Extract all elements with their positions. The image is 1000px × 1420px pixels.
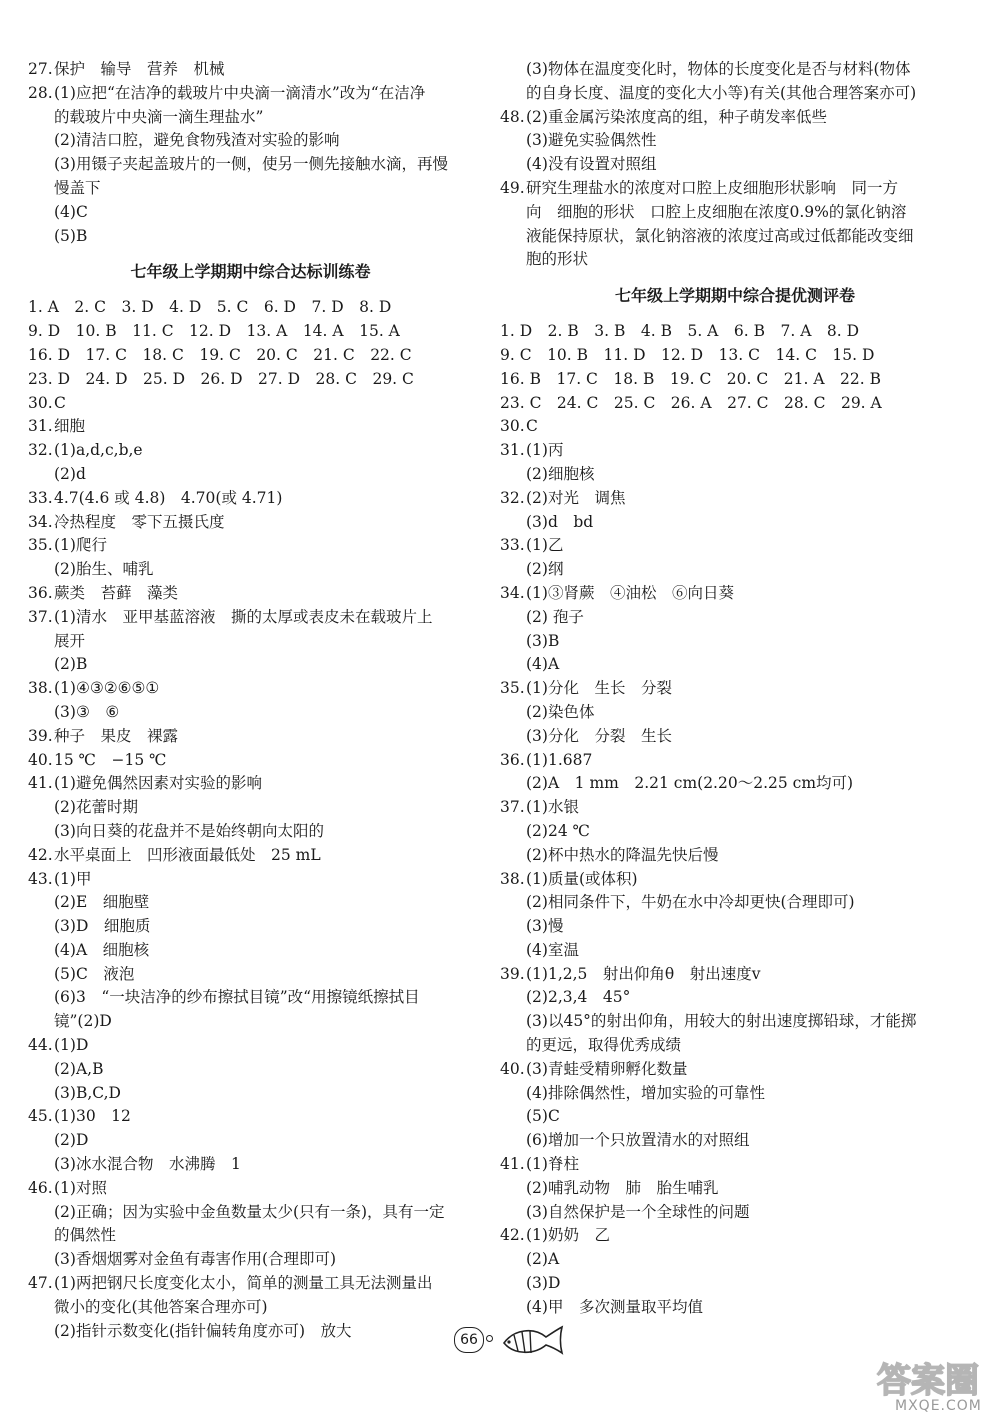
answer-line [28, 1153, 473, 1177]
answer-text: (1)奶奶 乙 [526, 1226, 610, 1245]
answer-text: (2)纲 [526, 560, 564, 579]
answer-line [500, 153, 970, 177]
question-number: 37. [500, 798, 525, 817]
page-footer [440, 1323, 590, 1363]
answer-line [500, 1129, 970, 1153]
answer-line [28, 1296, 473, 1320]
section-title: 七年级上学期期中综合达标训练卷 [130, 262, 371, 282]
answer-line [28, 58, 473, 82]
answer-line [500, 463, 970, 487]
answer-text: 的载玻片中央滴一滴生理盐水” [54, 107, 264, 126]
answer-line [28, 463, 473, 487]
answer-line [500, 558, 970, 582]
answer-line [500, 1272, 970, 1296]
answer-line [28, 796, 473, 820]
question-number: 31. [500, 441, 525, 460]
answer-line [500, 582, 970, 606]
answer-line [28, 653, 473, 677]
watermark-logo-icon [875, 1360, 995, 1400]
answer-text: 水平桌面上 凹形液面最低处 25 mL [54, 845, 321, 864]
answer-text: (3)B,C,D [54, 1083, 121, 1102]
answer-text: (2)对光 调焦 [526, 488, 626, 507]
answer-line [28, 725, 473, 749]
answer-line [500, 963, 970, 987]
svg-text:答案圈: 答案圈 [877, 1361, 979, 1400]
answer-line [500, 248, 970, 272]
answer-text: (2)胎生、哺乳 [54, 560, 154, 579]
answer-text: (1)脊柱 [526, 1155, 579, 1174]
answer-line [28, 415, 473, 439]
page-number: 66 [454, 1327, 484, 1353]
answer-text: (2)花蕾时期 [54, 798, 138, 817]
answer-text: 的偶然性 [54, 1226, 117, 1245]
answer-text: (1)D [54, 1036, 89, 1055]
answer-line [28, 868, 473, 892]
answer-line [28, 368, 473, 392]
answer-text: (2)细胞核 [526, 464, 595, 483]
answer-text: (3)慢 [526, 917, 564, 936]
answer-line [500, 1153, 970, 1177]
answer-line [500, 701, 970, 725]
answer-line [500, 1034, 970, 1058]
question-number: 40. [28, 750, 53, 769]
answer-line [500, 415, 970, 439]
question-number: 44. [28, 1036, 53, 1055]
answer-line [28, 915, 473, 939]
answer-text: 的更远，取得优秀成绩 [526, 1036, 682, 1055]
section-title: 七年级上学期期中综合提优测评卷 [614, 286, 855, 306]
answer-text: (1)两把钢尺长度变化太小，简单的测量工具无法测量出 [54, 1274, 433, 1293]
answer-text: (2)正确；因为实验中金鱼数量太少(只有一条)，具有一定 [54, 1202, 445, 1221]
answer-line [28, 963, 473, 987]
answer-text: (3)③ ⑥ [54, 702, 120, 721]
answer-line [500, 820, 970, 844]
answer-text: (4)排除偶然性，增加实验的可靠性 [526, 1083, 765, 1102]
answer-line [28, 1034, 473, 1058]
answer-line [500, 868, 970, 892]
question-number: 47. [28, 1274, 53, 1293]
answer-text: (1)1,2,5 射出仰角θ 射出速度v [526, 964, 761, 983]
answer-line [28, 1129, 473, 1153]
question-number: 41. [500, 1155, 525, 1174]
answer-line [28, 630, 473, 654]
answer-line [500, 630, 970, 654]
answer-line [500, 1296, 970, 1320]
answer-line [500, 129, 970, 153]
answer-text: (6)增加一个只放置清水的对照组 [526, 1131, 750, 1150]
answer-text: (5)B [54, 226, 88, 245]
answer-text: 9. D 10. B 11. C 12. D 13. A 14. A 15. A [28, 322, 400, 341]
answer-line [28, 320, 473, 344]
answer-text: (3)D [526, 1274, 561, 1293]
answer-line [28, 1272, 473, 1296]
answer-line [28, 439, 473, 463]
answer-text: (3)自然保护是一个全球性的问题 [526, 1202, 750, 1221]
answer-line [28, 1320, 473, 1344]
left-column [28, 58, 473, 1343]
answer-text: (1)1.687 [526, 750, 593, 769]
answer-line [28, 177, 473, 201]
dot-decoration [486, 1335, 493, 1342]
answer-text: (2)杯中热水的降温先快后慢 [526, 845, 719, 864]
question-number: 39. [28, 726, 53, 745]
answer-line [28, 749, 473, 773]
answer-text: 15 ℃ −15 ℃ [54, 750, 167, 769]
answer-text: (1)a,d,c,b,e [54, 441, 143, 460]
question-number: 32. [500, 488, 525, 507]
answer-text: (2)A,B [54, 1059, 104, 1078]
answer-text: (1)爬行 [54, 536, 107, 555]
answer-line [28, 129, 473, 153]
answer-line [500, 225, 970, 249]
answer-line [28, 487, 473, 511]
answer-line [500, 58, 970, 82]
answer-line [500, 844, 970, 868]
question-number: 37. [28, 607, 53, 626]
answer-text: (1)丙 [526, 441, 564, 460]
answer-line [28, 1201, 473, 1225]
answer-text: (2)相同条件下，牛奶在水中冷却更快(合理即可) [526, 893, 855, 912]
answer-text: (2) 孢子 [526, 607, 584, 626]
answer-text: C [54, 393, 66, 412]
answer-line [500, 1010, 970, 1034]
answer-line [500, 82, 970, 106]
answer-text: 23. D 24. D 25. D 26. D 27. D 28. C 29. C [28, 369, 414, 388]
answer-text: (3)D 细胞质 [54, 917, 151, 936]
answer-text: (1)水银 [526, 798, 579, 817]
answer-line [28, 986, 473, 1010]
question-number: 34. [500, 583, 525, 602]
answer-text: 慢盖下 [54, 178, 101, 197]
question-number: 38. [28, 679, 53, 698]
answer-line [28, 1082, 473, 1106]
answer-text: (1)甲 [54, 869, 92, 888]
question-number: 33. [28, 488, 53, 507]
answer-text: (2)指针示数变化(指针偏转角度亦可) 放大 [54, 1321, 352, 1340]
answer-text: (1)对照 [54, 1178, 107, 1197]
question-number: 39. [500, 964, 525, 983]
answer-text: (3)避免实验偶然性 [526, 131, 657, 150]
answer-line [500, 392, 970, 416]
answer-text: (2)清洁口腔，避免食物残渣对实验的影响 [54, 131, 340, 150]
answer-text: C [526, 417, 538, 436]
right-column [500, 58, 970, 1320]
answer-text: 保护 输导 营养 机械 [54, 60, 225, 78]
answer-line [500, 511, 970, 535]
question-number: 33. [500, 536, 525, 555]
answer-line [500, 1082, 970, 1106]
answer-line [500, 1201, 970, 1225]
answer-text: (3)B [526, 631, 560, 650]
question-number: 42. [500, 1226, 525, 1245]
answer-line [500, 320, 970, 344]
answer-text: (5)C [526, 1107, 560, 1126]
question-number: 35. [28, 536, 53, 555]
answer-text: 1. A 2. C 3. D 4. D 5. C 6. D 7. D 8. D [28, 298, 392, 317]
answer-line [500, 891, 970, 915]
answer-line [28, 701, 473, 725]
answer-line [28, 534, 473, 558]
answer-line [28, 1177, 473, 1201]
answer-text: (4)A 细胞核 [54, 940, 150, 959]
answer-line [500, 606, 970, 630]
answer-text: (3)用镊子夹起盖玻片的一侧，使另一侧先接触水滴，再慢 [54, 155, 448, 174]
answer-text: 液能保持原状，氯化钠溶液的浓度过高或过低都能改变细 [526, 226, 914, 245]
answer-text: 胞的形状 [526, 250, 589, 269]
answer-text: (1)分化 生长 分裂 [526, 679, 672, 698]
answer-text: (2)A [526, 1250, 560, 1269]
answer-text: (4)室温 [526, 940, 579, 959]
answer-text: (4)A [526, 655, 560, 674]
answer-line [28, 106, 473, 130]
answer-text: 展开 [54, 631, 86, 650]
question-number: 36. [500, 750, 525, 769]
answer-line [500, 368, 970, 392]
answer-line [500, 201, 970, 225]
question-number: 32. [28, 441, 53, 460]
answer-line [28, 1224, 473, 1248]
answer-text: (2)D [54, 1131, 89, 1150]
answer-text: (2)重金属污染浓度高的组，种子萌发率低些 [526, 107, 827, 126]
answer-line [28, 582, 473, 606]
answer-text: (1)应把“在洁净的载玻片中央滴一滴清水”改为“在洁净 [54, 83, 426, 102]
answer-text: 23. C 24. C 25. C 26. A 27. C 28. C 29. A [500, 393, 882, 412]
answer-line [28, 939, 473, 963]
answer-line [28, 677, 473, 701]
answer-text: (1)质量(或体积) [526, 869, 638, 888]
answer-text: (2)A 1 mm 2.21 cm(2.20～2.25 cm均可) [526, 774, 854, 793]
answer-line [500, 939, 970, 963]
answer-text: 研究生理盐水的浓度对口腔上皮细胞形状影响 同一方 [526, 178, 899, 197]
answer-text: (2)染色体 [526, 702, 595, 721]
answer-text: (1)乙 [526, 536, 564, 555]
answer-line [28, 1010, 473, 1034]
answer-text: (2)24 ℃ [526, 821, 590, 840]
answer-line [500, 1058, 970, 1082]
question-number: 46. [28, 1178, 53, 1197]
answer-line [500, 177, 970, 201]
answer-text: (1)30 12 [54, 1107, 131, 1126]
answer-text: (3)香烟烟雾对金鱼有毒害作用(合理即可) [54, 1250, 337, 1269]
answer-line [500, 1177, 970, 1201]
answer-text: 4.7(4.6 或 4.8) 4.70(或 4.71) [54, 488, 283, 507]
answer-line [28, 296, 473, 320]
answer-line [28, 225, 473, 249]
question-number: 30. [500, 417, 525, 436]
answer-line [28, 1058, 473, 1082]
question-number: 34. [28, 512, 53, 531]
question-number: 35. [500, 679, 525, 698]
answer-line [28, 344, 473, 368]
answer-line [500, 106, 970, 130]
answer-text: (3)物体在温度变化时，物体的长度变化是否与材料(物体 [526, 60, 911, 78]
answer-line [500, 487, 970, 511]
answer-text: (3)分化 分裂 生长 [526, 726, 672, 745]
answer-text: 9. C 10. B 11. D 12. D 13. C 14. C 15. D [500, 345, 875, 364]
answer-text: (3)青蛙受精卵孵化数量 [526, 1059, 688, 1078]
question-number: 42. [28, 845, 53, 864]
question-number: 43. [28, 869, 53, 888]
answer-text: (4)没有设置对照组 [526, 155, 657, 174]
answer-text: 16. D 17. C 18. C 19. C 20. C 21. C 22. C [28, 345, 412, 364]
question-number: 36. [28, 583, 53, 602]
answer-line [500, 677, 970, 701]
answer-line [500, 344, 970, 368]
answer-text: (3)以45°的射出仰角，用较大的射出速度掷铅球，才能掷 [526, 1012, 917, 1031]
answer-text: 冷热程度 零下五摄氏度 [54, 512, 225, 531]
answer-text: 的自身长度、温度的变化大小等)有关(其他合理答案亦可) [526, 83, 917, 102]
answer-text: (4)甲 多次测量取平均值 [526, 1297, 703, 1316]
answer-text: 种子 果皮 裸露 [54, 726, 179, 745]
answer-line [500, 749, 970, 773]
answer-text: (1)③肾蕨 ④油松 ⑥向日葵 [526, 583, 734, 602]
question-number: 31. [28, 417, 53, 436]
answer-line [28, 1248, 473, 1272]
answer-line [500, 1248, 970, 1272]
answer-text: 镜”(2)D [54, 1012, 112, 1031]
answer-line [500, 534, 970, 558]
answer-line [28, 153, 473, 177]
answer-line [28, 511, 473, 535]
answer-text: (5)C 液泡 [54, 964, 135, 983]
answer-text: (3)d bd [526, 512, 594, 531]
answer-line [28, 891, 473, 915]
question-number: 38. [500, 869, 525, 888]
answer-line [500, 986, 970, 1010]
watermark-text: MXQE.COM [895, 1398, 982, 1414]
answer-text: (6)3 “一块洁净的纱布擦拭目镜”改“用擦镜纸擦拭目 [54, 988, 420, 1007]
answer-text: (1)④③②⑥⑤① [54, 679, 160, 698]
answer-line [28, 1105, 473, 1129]
answer-line [28, 82, 473, 106]
question-number: 27. [28, 60, 53, 78]
question-number: 45. [28, 1107, 53, 1126]
answer-text: 1. D 2. B 3. B 4. B 5. A 6. B 7. A 8. D [500, 322, 860, 341]
answer-line [28, 820, 473, 844]
answer-text: (3)冰水混合物 水沸腾 1 [54, 1155, 241, 1174]
answer-line [500, 796, 970, 820]
question-number: 28. [28, 83, 53, 102]
answer-text: (3)向日葵的花盘并不是始终朝向太阳的 [54, 821, 324, 840]
answer-line [28, 558, 473, 582]
answer-line [28, 772, 473, 796]
answer-line [500, 915, 970, 939]
answer-text: (2)2,3,4 45° [526, 988, 631, 1007]
answer-line [500, 1224, 970, 1248]
answer-text: 蕨类 苔藓 藻类 [54, 583, 179, 602]
answer-text: 细胞 [54, 417, 86, 436]
answer-text: (1)避免偶然因素对实验的影响 [54, 774, 262, 793]
answer-line [500, 439, 970, 463]
question-number: 48. [500, 107, 525, 126]
answer-text: (2)E 细胞壁 [54, 893, 150, 912]
question-number: 30. [28, 393, 53, 412]
answer-text: 微小的变化(其他答案合理亦可) [54, 1297, 268, 1316]
answer-line [28, 201, 473, 225]
answer-text: (4)C [54, 202, 88, 221]
answer-text: (2)d [54, 464, 86, 483]
answer-line [28, 606, 473, 630]
question-number: 41. [28, 774, 53, 793]
answer-text: (2)B [54, 655, 88, 674]
answer-text: (1)清水 亚甲基蓝溶液 撕的太厚或表皮未在载玻片上 [54, 607, 433, 626]
question-number: 49. [500, 178, 525, 197]
answer-text: 向 细胞的形状 口腔上皮细胞在浓度0.9%的氯化钠溶 [526, 202, 907, 221]
answer-line [500, 772, 970, 796]
answer-line [28, 844, 473, 868]
answer-text: 16. B 17. C 18. B 19. C 20. C 21. A 22. B [500, 369, 881, 388]
answer-line [500, 653, 970, 677]
answer-line [500, 1105, 970, 1129]
answer-line [500, 725, 970, 749]
answer-text: (2)哺乳动物 肺 胎生哺乳 [526, 1178, 719, 1197]
answer-line [28, 392, 473, 416]
question-number: 40. [500, 1059, 525, 1078]
fish-icon [500, 1323, 564, 1359]
